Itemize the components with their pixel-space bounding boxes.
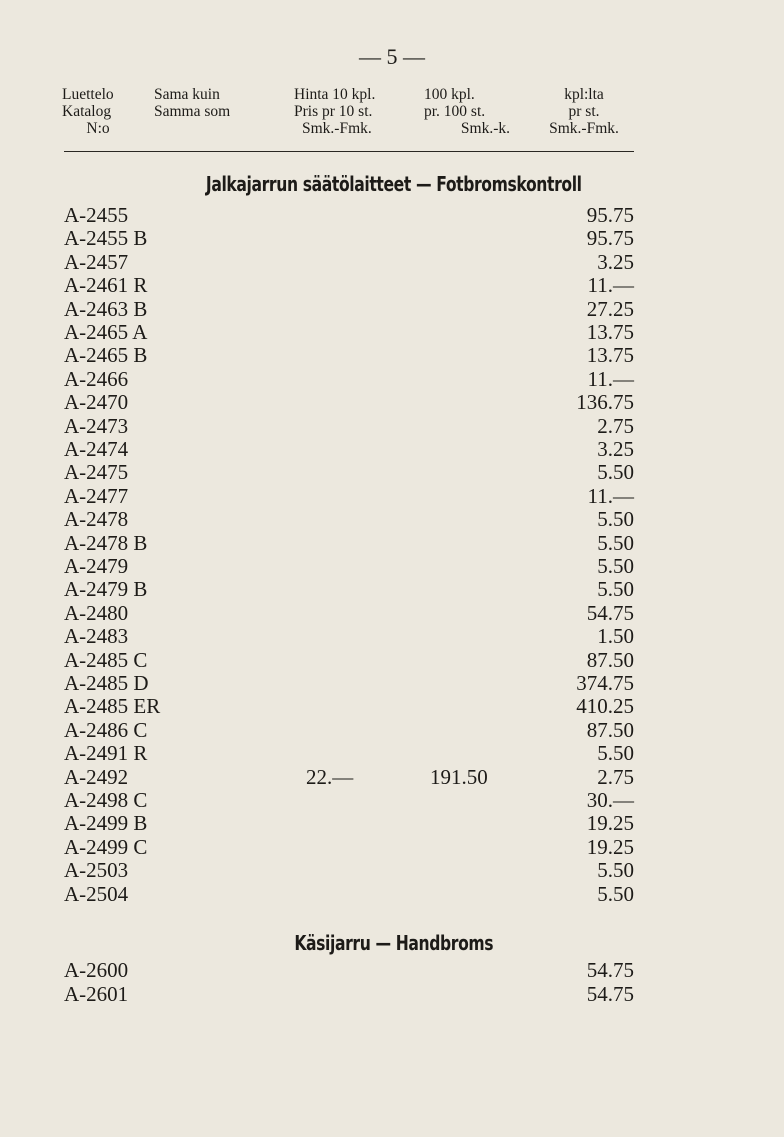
header-text: kpl:lta [564,86,604,103]
table-row [0,858,784,882]
price-each: 87.50 [586,647,634,672]
price-each: 13.75 [586,320,634,344]
table-row [0,671,784,695]
table-row [0,577,784,601]
table-row [0,982,784,1006]
price-each: 5.50 [597,881,634,906]
price-each: 30.— [586,788,634,812]
header-text: Smk.-k. [460,120,510,137]
table-row [0,250,784,274]
header-text: Luettelo [62,86,114,103]
table-row [0,882,784,906]
price-each: 54.75 [586,958,634,982]
table-row [0,203,784,227]
table-row [0,320,784,344]
part-number: A-2461 R [64,273,148,298]
price-each: 5.50 [597,858,634,883]
price-each: 87.50 [586,717,634,742]
part-number: A-2465 B [64,343,148,368]
price-each: 3.25 [597,437,634,461]
part-number: A-2480 [64,600,129,625]
part-number: A-2479 B [64,577,148,602]
header-text: Smk.-Fmk. [549,120,619,137]
price-each: 5.50 [597,530,634,555]
price-each: 5.50 [597,554,634,578]
header-text: Samma som [154,103,231,120]
header-text: pr. 100 st. [424,103,486,120]
table-row [0,835,784,859]
part-number: A-2479 [64,554,129,578]
price-each: 2.75 [597,413,634,438]
part-number: A-2483 [64,624,129,649]
price-each: 19.25 [586,811,634,836]
price-each: 5.50 [597,577,634,602]
header-divider [64,151,634,152]
price-per-10: 22.— [306,764,354,789]
table-row [0,226,784,250]
header-text: Pris pr 10 st. [294,103,373,120]
table-row [0,531,784,555]
part-number: A-2499 C [64,834,148,859]
table-row [0,811,784,835]
price-each: 3.25 [597,249,634,274]
price-each: 5.50 [597,741,634,766]
price-each: 27.25 [586,296,634,321]
price-each: 54.75 [586,981,634,1006]
table-row [0,718,784,742]
part-number: A-2492 [64,764,129,789]
price-each: 95.75 [586,226,634,251]
table-row [0,437,784,461]
price-each: 410.25 [576,694,634,719]
price-each: 95.75 [586,203,634,227]
part-number: A-2455 B [64,226,148,251]
table-row [0,624,784,648]
table-row [0,367,784,391]
part-number: A-2470 [64,390,129,415]
table-row [0,297,784,321]
table-row [0,601,784,625]
table-row [0,414,784,438]
header-text: Sama kuin [154,86,220,103]
part-number: A-2485 ER [64,694,161,719]
column-headers [62,86,636,146]
part-number: A-2478 B [64,530,148,555]
price-per-100: 191.50 [430,764,488,789]
header-text: Hinta 10 kpl. [294,86,376,103]
part-number: A-2457 [64,249,129,274]
section-title: Jalkajarrun säätölaitteet — Fotbromskontroll [205,172,582,196]
table-row [0,958,784,982]
price-each: 2.75 [597,764,634,789]
header-text: 100 kpl. [424,86,475,103]
table-row [0,460,784,484]
price-each: 5.50 [597,460,634,485]
table-row [0,484,784,508]
header-text: Katalog [62,103,112,120]
price-each: 11.— [587,273,634,298]
header-price-each [534,86,634,137]
part-number: A-2485 D [64,671,149,695]
price-each: 13.75 [586,343,634,368]
part-number: A-2466 [64,366,129,391]
table-row [0,648,784,672]
table-row [0,765,784,789]
part-number: A-2475 [64,460,129,485]
price-each: 5.50 [597,507,634,532]
part-number: A-2498 C [64,788,148,812]
header-price-100 [424,86,510,137]
header-catalog-number [62,86,134,137]
table-row [0,741,784,765]
part-number: A-2491 R [64,741,148,766]
part-number: A-2474 [64,437,129,461]
header-price-10 [294,86,375,137]
part-number: A-2455 [64,203,129,227]
price-each: 11.— [587,483,634,508]
table-row [0,343,784,367]
part-number: A-2465 A [64,320,148,344]
price-each: 136.75 [576,390,634,415]
price-each: 1.50 [597,624,634,649]
part-number: A-2473 [64,413,129,438]
table-row [0,390,784,414]
page-number: — 5 — [359,44,425,69]
price-each: 54.75 [586,600,634,625]
part-number: A-2486 C [64,717,148,742]
part-number: A-2463 B [64,296,148,321]
table-row [0,554,784,578]
part-number: A-2504 [64,881,129,906]
part-number: A-2503 [64,858,129,883]
part-number: A-2499 B [64,811,148,836]
part-number: A-2485 C [64,647,148,672]
part-number: A-2477 [64,483,129,508]
part-number: A-2478 [64,507,129,532]
price-each: 374.75 [576,671,634,695]
header-text: N:o [86,120,110,137]
header-text: Smk.-Fmk. [302,120,372,137]
section-title: Käsijarru — Handbroms [294,931,494,955]
part-number: A-2601 [64,981,129,1006]
part-number: A-2600 [64,958,129,982]
table-row [0,788,784,812]
table-row [0,694,784,718]
header-same-as [154,86,230,120]
price-each: 19.25 [586,834,634,859]
header-text: pr st. [568,103,600,120]
table-row [0,507,784,531]
table-row [0,273,784,297]
price-each: 11.— [587,366,634,391]
